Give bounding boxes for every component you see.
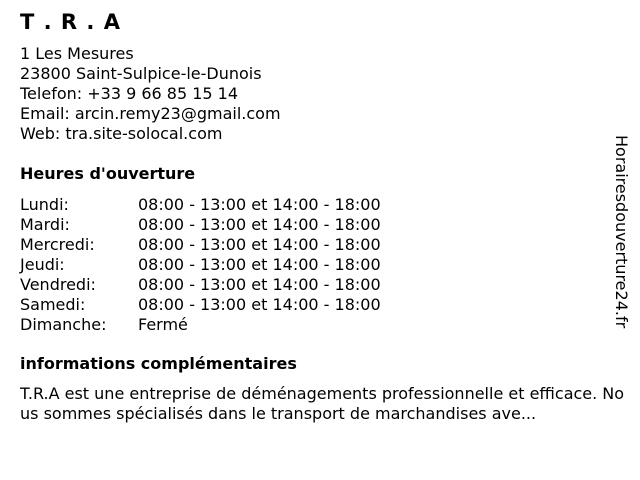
day-label: Mardi:	[20, 215, 70, 234]
time-range: 08:00 - 13:00 et 14:00 - 18:00	[138, 295, 381, 314]
time-range: 08:00 - 13:00 et 14:00 - 18:00	[138, 275, 381, 294]
website-address: Web: tra.site-solocal.com	[20, 124, 223, 143]
time-range: 08:00 - 13:00 et 14:00 - 18:00	[138, 215, 381, 234]
address-line-city: 23800 Saint-Sulpice-le-Dunois	[20, 64, 262, 83]
opening-hours-heading: Heures d'ouverture	[20, 164, 196, 183]
contact-block	[20, 44, 281, 144]
additional-info-heading: informations complémentaires	[20, 354, 297, 373]
address-line-street: 1 Les Mesures	[20, 44, 134, 63]
time-range: 08:00 - 13:00 et 14:00 - 18:00	[138, 195, 381, 214]
day-label: Dimanche:	[20, 315, 107, 334]
day-label: Mercredi:	[20, 235, 95, 254]
email-address: Email: arcin.remy23@gmail.com	[20, 104, 281, 123]
business-name: T . R . A	[20, 10, 121, 34]
day-label: Vendredi:	[20, 275, 96, 294]
site-watermark: Horairesdouverture24.fr	[612, 135, 631, 329]
time-range: 08:00 - 13:00 et 14:00 - 18:00	[138, 235, 381, 254]
phone-number: Telefon: +33 9 66 85 15 14	[20, 84, 239, 103]
time-range: 08:00 - 13:00 et 14:00 - 18:00	[138, 255, 381, 274]
business-description: T.R.A est une entreprise de déménagements professionnelle et efficace. Nous sommes spécialisés dans le transport de marchandises ave...	[20, 384, 625, 423]
day-label: Lundi:	[20, 195, 69, 214]
day-label: Samedi:	[20, 295, 86, 314]
day-label: Jeudi:	[20, 255, 65, 274]
time-range: Fermé	[138, 315, 188, 334]
